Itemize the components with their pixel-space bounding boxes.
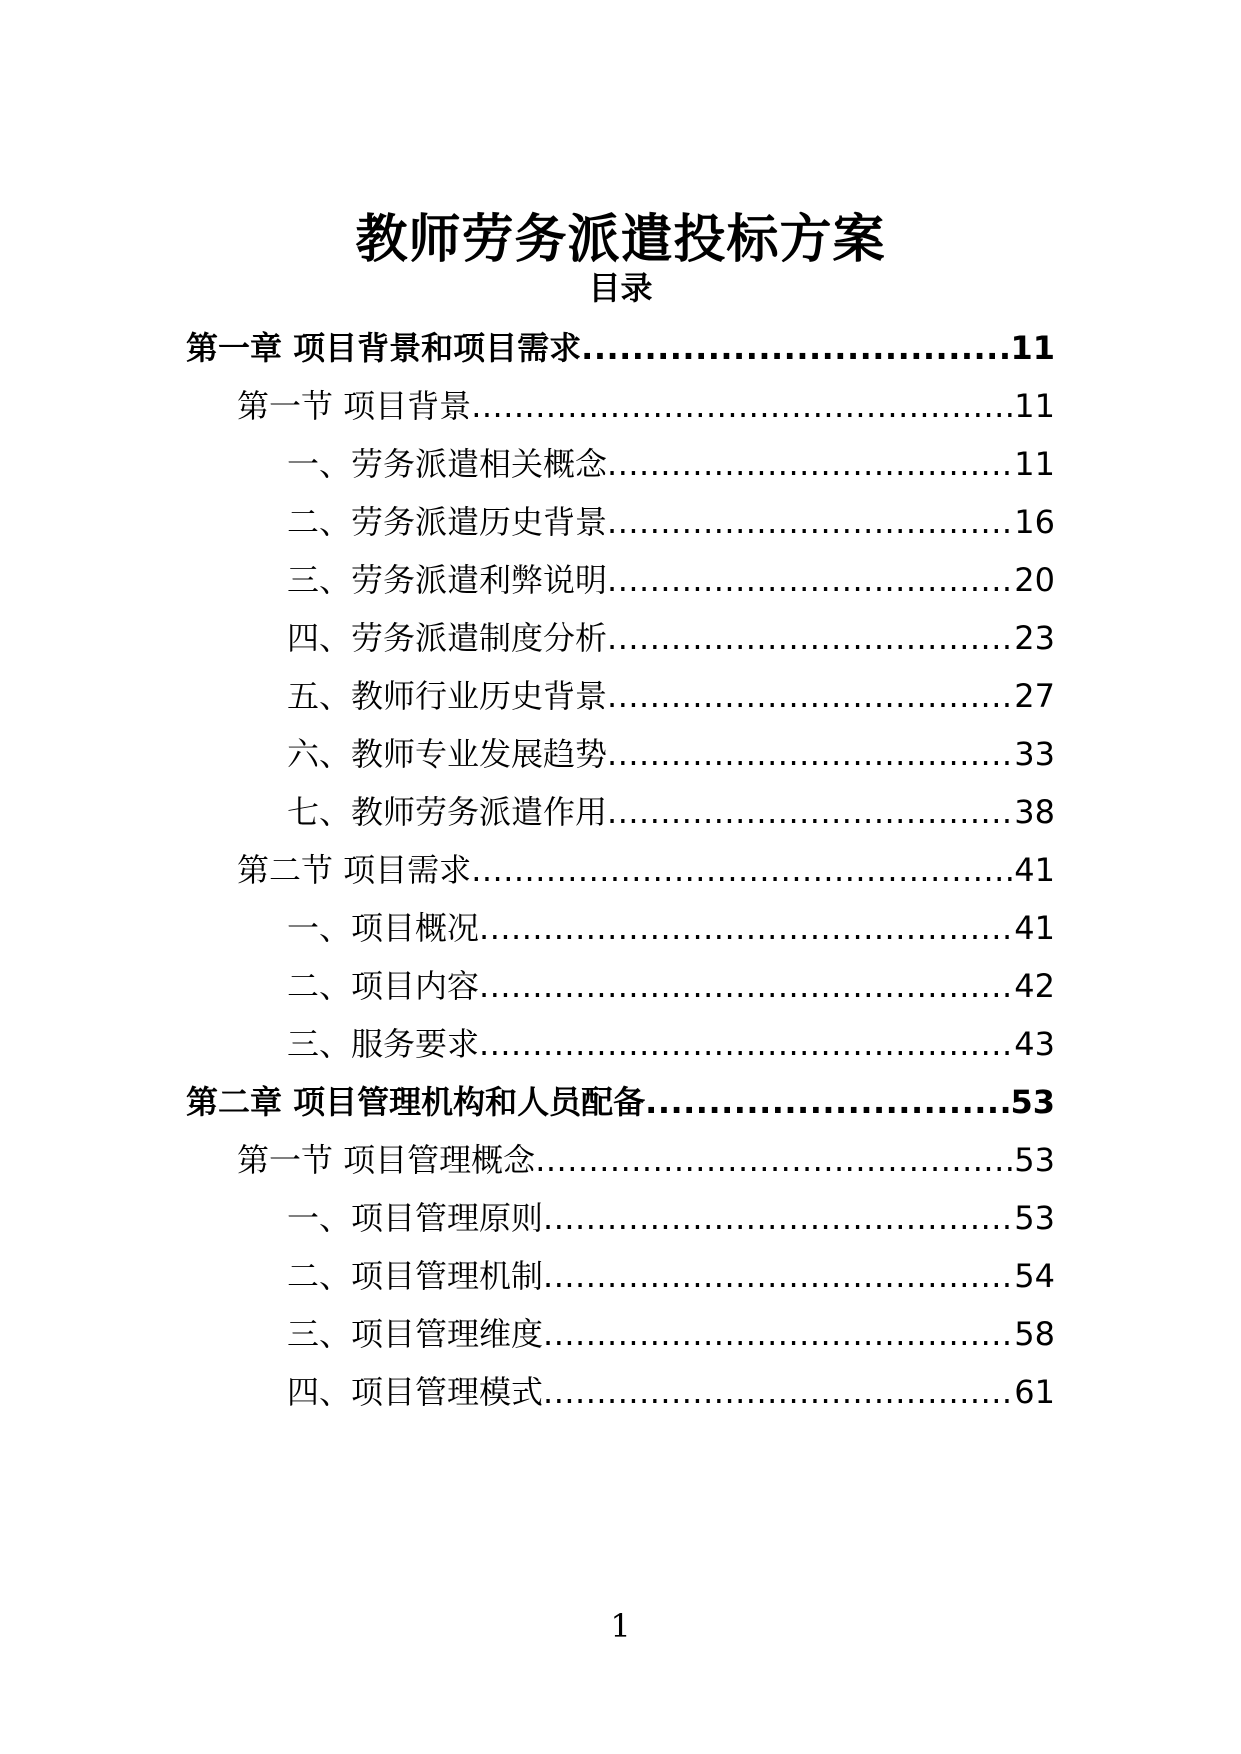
toc-leader-dots bbox=[471, 848, 1014, 892]
toc-entry-text: 四、项目管理模式 bbox=[287, 1373, 544, 1411]
toc-entry-page: 61 bbox=[1014, 1373, 1055, 1411]
toc-entry-section-1-1[interactable] bbox=[237, 384, 1055, 428]
toc-entry-page: 54 bbox=[1014, 1257, 1055, 1295]
toc-entry-item-1-1-6[interactable] bbox=[287, 732, 1055, 776]
toc-entry-text: 第一章 项目背景和项目需求 bbox=[186, 329, 582, 367]
toc-leader-dots bbox=[607, 732, 1014, 776]
toc-leader-dots bbox=[607, 500, 1014, 544]
toc-entry-text: 第一节 项目管理概念 bbox=[237, 1141, 536, 1179]
toc-entry-text: 三、劳务派遣利弊说明 bbox=[287, 561, 608, 599]
toc-entry-page: 16 bbox=[1014, 503, 1055, 541]
toc-entry-item-2-1-2[interactable] bbox=[287, 1254, 1055, 1298]
toc-entry-page: 53 bbox=[1014, 1141, 1055, 1179]
toc-entry-page: 43 bbox=[1014, 1025, 1055, 1063]
toc-entry-page: 41 bbox=[1014, 851, 1055, 889]
toc-entry-item-1-2-1[interactable] bbox=[287, 906, 1055, 950]
toc-entry-page: 23 bbox=[1014, 619, 1055, 657]
toc-entry-text: 一、劳务派遣相关概念 bbox=[287, 445, 608, 483]
toc-entry-page: 42 bbox=[1014, 967, 1055, 1005]
toc-leader-dots bbox=[543, 1370, 1014, 1414]
toc-entry-chapter-1[interactable] bbox=[186, 326, 1055, 370]
toc-entry-item-1-1-7[interactable] bbox=[287, 790, 1055, 834]
toc-entry-text: 三、服务要求 bbox=[287, 1025, 480, 1063]
toc-entry-page: 20 bbox=[1014, 561, 1055, 599]
toc-entry-item-1-1-2[interactable] bbox=[287, 500, 1055, 544]
toc-entry-item-1-1-5[interactable] bbox=[287, 674, 1055, 718]
toc-entry-page: 53 bbox=[1014, 1199, 1055, 1237]
toc-entry-text: 一、项目管理原则 bbox=[287, 1199, 544, 1237]
document-title: 教师劳务派遣投标方案 bbox=[355, 209, 886, 270]
toc-entry-item-2-1-4[interactable] bbox=[287, 1370, 1055, 1414]
toc-entry-page: 53 bbox=[1010, 1083, 1055, 1121]
toc-leader-dots bbox=[535, 1138, 1014, 1182]
toc-entry-text: 二、项目管理机制 bbox=[287, 1257, 544, 1295]
toc-entry-text: 七、教师劳务派遣作用 bbox=[287, 793, 608, 831]
toc-leader-dots bbox=[479, 1022, 1014, 1066]
toc-leader-dots bbox=[479, 906, 1014, 950]
toc-entry-text: 第一节 项目背景 bbox=[237, 387, 472, 425]
toc-entry-item-2-1-3[interactable] bbox=[287, 1312, 1055, 1356]
toc-leader-dots bbox=[479, 964, 1014, 1008]
toc-entry-page: 11 bbox=[1014, 387, 1055, 425]
toc-heading: 目录 bbox=[588, 269, 653, 307]
toc-entry-page: 38 bbox=[1014, 793, 1055, 831]
toc-entry-text: 第二节 项目需求 bbox=[237, 851, 472, 889]
toc-entry-page: 33 bbox=[1014, 735, 1055, 773]
toc-leader-dots bbox=[607, 442, 1014, 486]
toc-entry-text: 第二章 项目管理机构和人员配备 bbox=[186, 1083, 646, 1121]
toc-entry-text: 六、教师专业发展趋势 bbox=[287, 735, 608, 773]
toc-leader-dots bbox=[581, 326, 1010, 370]
toc-entry-section-2-1[interactable] bbox=[237, 1138, 1055, 1182]
toc-leader-dots bbox=[607, 790, 1014, 834]
toc-entry-page: 58 bbox=[1014, 1315, 1055, 1353]
toc-entry-page: 27 bbox=[1014, 677, 1055, 715]
toc-entry-page: 11 bbox=[1010, 329, 1055, 367]
toc-entry-item-1-1-3[interactable] bbox=[287, 558, 1055, 602]
toc-entry-section-1-2[interactable] bbox=[237, 848, 1055, 892]
page-number: 1 bbox=[610, 1607, 631, 1645]
toc-entry-page: 41 bbox=[1014, 909, 1055, 947]
toc-entry-text: 一、项目概况 bbox=[287, 909, 480, 947]
toc-entry-page: 11 bbox=[1014, 445, 1055, 483]
toc-leader-dots bbox=[607, 674, 1014, 718]
toc-leader-dots bbox=[645, 1080, 1010, 1124]
toc-entry-text: 五、教师行业历史背景 bbox=[287, 677, 608, 715]
toc-entry-chapter-2[interactable] bbox=[186, 1080, 1055, 1124]
toc-entry-item-1-2-3[interactable] bbox=[287, 1022, 1055, 1066]
toc-leader-dots bbox=[471, 384, 1014, 428]
toc-entry-text: 二、劳务派遣历史背景 bbox=[287, 503, 608, 541]
toc-leader-dots bbox=[607, 616, 1014, 660]
toc-leader-dots bbox=[607, 558, 1014, 602]
toc-entry-text: 二、项目内容 bbox=[287, 967, 480, 1005]
toc-leader-dots bbox=[543, 1312, 1014, 1356]
toc-entry-item-1-1-4[interactable] bbox=[287, 616, 1055, 660]
toc-entry-text: 三、项目管理维度 bbox=[287, 1315, 544, 1353]
toc-entry-item-1-1-1[interactable] bbox=[287, 442, 1055, 486]
toc-entry-item-2-1-1[interactable] bbox=[287, 1196, 1055, 1240]
toc-entry-text: 四、劳务派遣制度分析 bbox=[287, 619, 608, 657]
toc-leader-dots bbox=[543, 1196, 1014, 1240]
toc-leader-dots bbox=[543, 1254, 1014, 1298]
toc-entry-item-1-2-2[interactable] bbox=[287, 964, 1055, 1008]
